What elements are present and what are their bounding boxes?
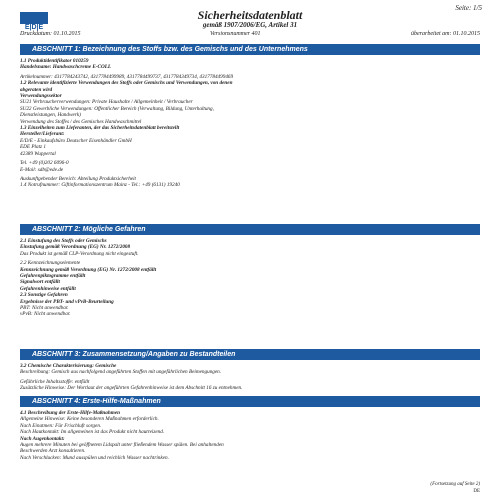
section-line: 3.2 Chemische Charakterisierung: Gemische — [20, 363, 117, 369]
section-line: Handelsname: Handwaschcreme E-COLL — [20, 64, 112, 71]
section-line: 2.3 Sonstige Gefahren — [20, 292, 68, 299]
page-number: Seite: 1/5 — [455, 4, 482, 12]
section-line: abgeraten wird — [20, 86, 53, 93]
section-4-body — [20, 410, 480, 461]
section-line: Nach Einatmen: Für Frischluft sorgen. — [20, 422, 102, 429]
section-line: Tel. +49 (0)202 6096-0 — [20, 160, 69, 167]
section-line: 42389 Wuppertal — [20, 150, 56, 157]
section-line: Signalwort entfällt — [20, 279, 60, 286]
document-title: Sicherheitsdatenblatt — [197, 8, 303, 22]
section-line: Ergebnisse der PBT- und vPvB-Beurteilung — [20, 298, 114, 305]
section-line: 1.4 Notrufnummer: Giftinformationszentrum Mainz - Tel.: +49 (6131) 19240 — [20, 182, 180, 189]
section-line: Das Produkt ist gemäß CLP-Verordnung nicht eingestuft. — [20, 250, 139, 257]
section-line: Nach Augenkontakt: — [20, 435, 65, 442]
section-line: Dienstleistungen, Handwerk) — [20, 112, 81, 119]
section-1-body — [20, 58, 480, 189]
section-2-header: ABSCHNITT 2: Mögliche Gefahren — [20, 224, 480, 235]
section-3-body — [20, 363, 480, 392]
section-line: Einstufung gemäß Verordnung (EG) Nr. 1272/2008 — [20, 244, 131, 251]
document-subtitle: gemäß 1907/2006/EG, Artikel 31 — [202, 21, 298, 29]
section-line: Nach Verschlucken: Mund ausspülen und reichlich Wasser nachtrinken. — [20, 454, 169, 461]
country-code: DE — [473, 489, 480, 494]
section-line: 4.1 Beschreibung der Erste-Hilfe-Maßnahmen — [20, 410, 121, 416]
section-line: E-Mail: sdb@ede.de — [20, 166, 64, 173]
section-line: Artikelnummer: 4317784243742, 4317784499989, 4317784499737, 4317784349734, 4317784499469 — [20, 73, 234, 80]
section-line: SU22 Gewerbliche Verwendungen: Öffentlicher Bereich (Verwaltung, Bildung, Unterhaltung, — [20, 105, 214, 112]
section-line: Allgemeine Hinweise: Keine besonderen Maßnahmen erforderlich. — [20, 416, 159, 423]
section-4-header: ABSCHNITT 4: Erste-Hilfe-Maßnahmen — [20, 396, 480, 407]
section-3-header: ABSCHNITT 3: Zusammensetzung/Angaben zu Bestandteilen — [20, 349, 480, 360]
section-line: vPvB: Nicht anwendbar. — [20, 311, 71, 318]
meta-row — [20, 31, 480, 41]
section-line: Beschwerden Arzt konsultieren. — [20, 448, 86, 455]
section-line: Kennzeichnung gemäß Verordnung (EG) Nr. 1272/2008 entfällt — [20, 266, 157, 273]
section-line: Verwendungssektor — [20, 93, 62, 100]
section-line: 2.2 Kennzeichnungselemente — [20, 260, 81, 267]
section-line: E/D/E - Einkaufsbüro Deutscher Eisenhändler GmbH — [20, 137, 132, 144]
print-date: Druckdatum: 01.10.2015 — [20, 31, 81, 37]
revision-date: überarbeitet am: 01.10.2015 — [411, 31, 480, 37]
section-line: Nach Hautkontakt: Im allgemeinen ist das Produkt nicht hautreizend. — [20, 429, 165, 436]
section-line: 1.2 Relevante identifizierte Verwendungen des Stoffs oder Gemischs und Verwendungen, von denen — [20, 80, 233, 87]
section-line: EDE Platz 1 — [20, 144, 46, 151]
section-line: Augen mehrere Minuten bei geöffnetem Lidspalt unter fließendem Wasser spülen. Bei anhaltenden — [20, 442, 224, 449]
section-line: Beschreibung: Gemisch aus nachfolgend angeführten Stoffen mit ungefährlichen Beimengungen. — [20, 369, 222, 376]
section-line: 1.3 Einzelheiten zum Lieferanten, der das Sicherheitsdatenblatt bereitstellt — [20, 125, 180, 132]
section-line: Verwendung des Stoffes / des Gemisches Handwaschmittel — [20, 118, 142, 125]
logo-text: E|D|E — [24, 24, 44, 31]
section-1-header: ABSCHNITT 1: Bezeichnung des Stoffs bzw. des Gemischs und des Unternehmens — [20, 44, 480, 55]
section-2-body — [20, 238, 480, 318]
section-line: Zusätzliche Hinweise: Der Wortlaut der angeführten Gefahrenhinweise ist dem Abschnitt 16 zu entnehmen. — [20, 385, 243, 392]
version-number: Versionsnummer 401 — [210, 31, 261, 37]
section-line: SU21 Verbraucherverwendungen: Private Haushalte / Allgemeinheit / Verbraucher — [20, 99, 193, 106]
section-line: Hersteller/Lieferant: — [20, 131, 65, 138]
section-line: Auskunftgebender Bereich: Abteilung Produktsicherheit — [20, 175, 136, 182]
section-line: 1.1 Produktidentifikator 010259 — [20, 58, 89, 64]
section-line: PBT: Nicht anwendbar. — [20, 305, 69, 312]
continuation-note: (Fortsetzung auf Seite 2) — [430, 482, 480, 487]
section-line: 2.1 Einstufung des Stoffs oder Gemischs — [20, 238, 107, 244]
section-line: Gefahrenhinweise entfällt — [20, 285, 76, 292]
section-line: Gefährliche Inhaltsstoffe: entfällt — [20, 378, 90, 385]
section-line: Gefahrenpiktogramme entfällt — [20, 273, 86, 280]
